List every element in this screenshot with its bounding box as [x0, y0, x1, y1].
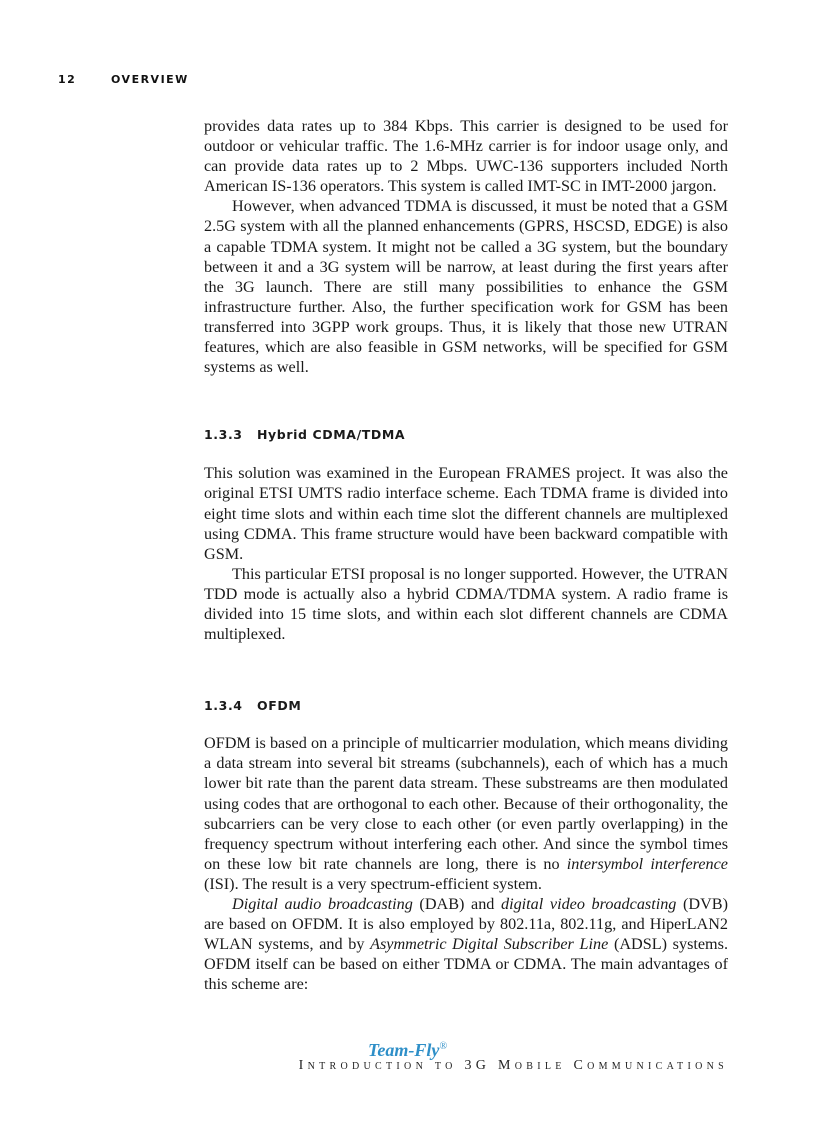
section-heading-1-3-4: [204, 696, 728, 716]
running-head: [58, 73, 189, 86]
paragraph: This particular ETSI proposal is no longer supported. However, the UTRAN TDD mode is actually also a hybrid CDMA/TDMA system. A radio frame is divided into 15 time slots, and within each slot different channels are CDMA multiplexed.: [204, 564, 728, 644]
registered-mark: ®: [439, 1041, 447, 1052]
page-number: 12: [58, 73, 77, 86]
section-title: Hybrid CDMA/TDMA: [257, 427, 406, 443]
section-number: 1.3.4: [204, 698, 243, 714]
paragraph: This solution was examined in the European FRAMES project. It was also the original ETSI UMTS radio interface scheme. Each TDMA frame is divided into eight time slots and within each time slot the different channels are multiplexed using CDMA. This frame structure would have been backward compatible with GSM.: [204, 464, 728, 563]
section-title: OFDM: [257, 698, 302, 714]
paragraph: However, when advanced TDMA is discussed, it must be noted that a GSM 2.5G system with all the planned enhancements (GPRS, HSCSD, EDGE) is also a capable TDMA system. It might not be called a 3G system, but the boundary between it and a 3G system will be narrow, at least during the first years after the 3G launch. There are still many possibilities to enhance the GSM infrastructure further. Also, the further specification work for GSM has been transferred into 3GPP work groups. Thus, it is likely that those new UTRAN features, which are also feasible in GSM networks, will be specified for GSM systems as well.: [204, 197, 728, 377]
text-run: (DVB) are based on OFDM. It is also employed by 802.11a, 802.11g, and HiperLAN2 WLAN systems, and by: [204, 895, 728, 954]
emphasis: Digital audio broadcasting: [232, 895, 413, 913]
paragraph: [204, 894, 728, 994]
text-run: OFDM is based on a principle of multicarrier modulation, which means dividing a data stream into several bit streams (subchannels), each of which has a much lower bit rate than the parent data stream. These substreams are then modulated using codes that are orthogonal to each other. Because of their orthogonality, the subcarriers can be very close to each other (or even partly overlapping) in the frequency spectrum without interfering each other. And since the symbol times on these low bit rate channels are long, there is no: [204, 734, 728, 873]
logo-text: Team-Fly: [368, 1040, 440, 1060]
emphasis: Asymmetric Digital Subscriber Line: [370, 935, 609, 954]
paragraph: [204, 733, 728, 894]
book-title: Introduction to 3G Mobile Communications: [298, 1058, 728, 1073]
text-run: (ADSL) systems. OFDM itself can be based on either TDMA or CDMA. The main advantages of this scheme are:: [204, 935, 728, 994]
body-text: [204, 116, 728, 994]
paragraph: provides data rates up to 384 Kbps. This carrier is designed to be used for outdoor or vehicular traffic. The 1.6-MHz carrier is for indoor usage only, and can provide data rates up to 2 Mbps. UWC-136 supporters included North American IS-136 operators. This system is called IMT-SC in IMT-2000 jargon.: [204, 117, 728, 196]
emphasis: digital video broadcasting: [501, 895, 677, 913]
page-footer: [204, 1040, 728, 1074]
emphasis: intersymbol interference: [566, 854, 728, 873]
chapter-title: OVERVIEW: [111, 73, 189, 86]
section-heading-1-3-3: [204, 425, 728, 445]
text-run: (ISI). The result is a very spectrum-efficient system.: [204, 874, 542, 893]
text-run: (DAB) and: [412, 895, 501, 913]
team-fly-logo[interactable]: [368, 1040, 447, 1061]
section-number: 1.3.3: [204, 427, 243, 443]
